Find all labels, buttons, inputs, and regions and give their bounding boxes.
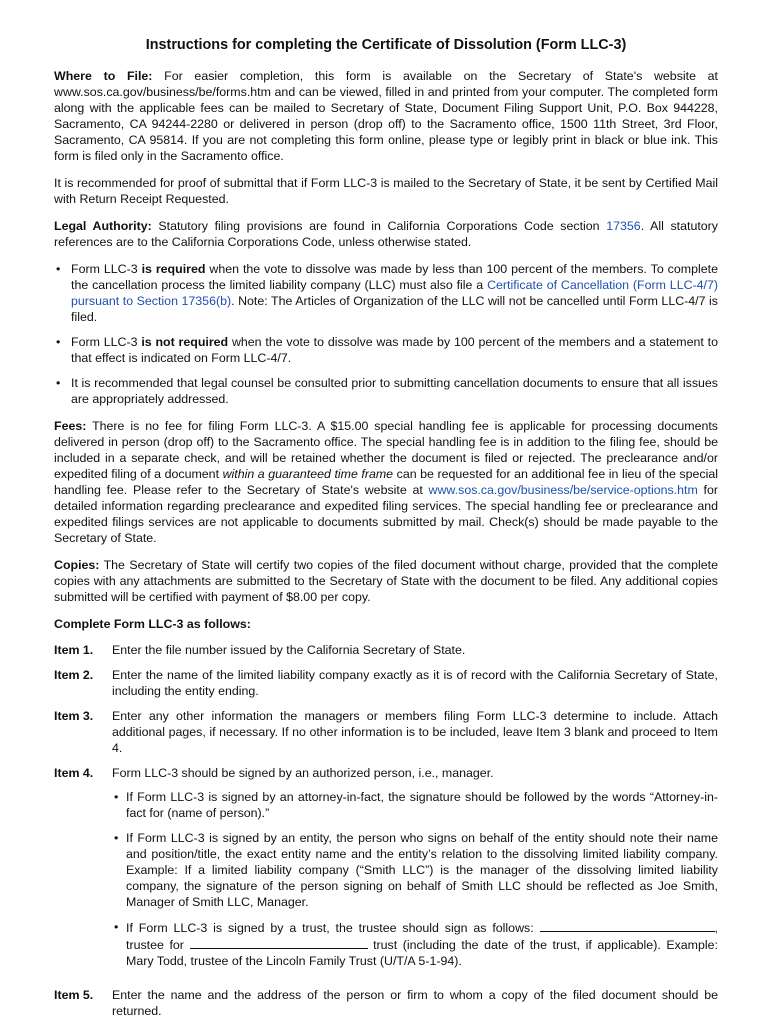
item-text: Enter the name and the address of the person or firm to whom a copy of the filed document should be returned. [112, 988, 718, 1018]
copies-paragraph: Copies: The Secretary of State will certify two copies of the filed document without charge, provided that the complete copies with any attachments are submitted to the Secretary of State with the document to be filed. Any additional copies submitted will be certified with payment of $8.00 per copy. [54, 558, 718, 604]
section-17356-link[interactable]: 17356 [606, 219, 641, 233]
item-label: Item 3. [54, 709, 94, 723]
page-title: Instructions for completing the Certificate of Dissolution (Form LLC-3) [145, 37, 627, 53]
bullet-legal-counsel: • It is recommended that legal counsel be consulted prior to submitting cancellation documents to ensure that all issues are appropriately addressed. [54, 375, 718, 407]
item-3 [54, 708, 718, 756]
is-not-required-emphasis: is not required [141, 335, 229, 349]
item-4 [54, 765, 718, 978]
trustee-name-blank [540, 919, 715, 932]
fees-label: Fees: [54, 419, 87, 433]
legal-authority-paragraph [54, 218, 718, 250]
where-to-file-paragraph [54, 68, 718, 164]
item-2 [54, 667, 718, 699]
item-text: Enter the file number issued by the California Secretary of State. [112, 643, 466, 657]
requirement-bullet-list [54, 261, 718, 407]
fees-paragraph: Fees: There is no fee for filing Form LLC-3. A $15.00 special handling fee is applicable for processing documents delivered in person (drop off) to the Sacramento office. The special handling fee is in addition to the filing fee, should be included in a separate check, and will be retained whether the document is filed or rejected. The preclearance and/or expedited filing of a document within a guaranteed time frame can be requested for an additional fee in lieu of the special handling fee. Please refer to the Secretary of State's website at www.sos.ca.gov/business/be/service-options.htm for detailed information regarding preclearance and expedited filing services. The special handling fee or preclearance and expedited filings services are not applicable to documents submitted by mail. Check(s) should be made payable to the Secretary of State. [54, 419, 718, 545]
legal-authority-label: Legal Authority: [54, 219, 152, 233]
item-text: Form LLC-3 should be signed by an authorized person, i.e., manager. [112, 766, 494, 780]
where-to-file-label: Where to File: [54, 69, 153, 83]
item-label: Item 5. [54, 988, 94, 1002]
where-to-file-text: For easier completion, this form is available on the Secretary of State's website at www.sos.ca.gov/business/be/forms.htm and can be viewed, filled in and printed from your computer. The completed form along with the applicable fees can be mailed to Secretary of State, Document Filing Support Unit, P.O. Box 944228, Sacramento, CA 94244-2280 or delivered in person (drop off) to the Sacramento office, 1500 11th Street, 3rd Floor, Sacramento, CA 95814. If you are not completing this form online, please type or legibly print in black or blue ink. This form is filed only in the Sacramento office. [54, 69, 718, 163]
complete-form-heading: Complete Form LLC-3 as follows: [54, 617, 251, 631]
service-options-link[interactable]: www.sos.ca.gov/business/be/service-options.htm [428, 483, 698, 497]
guaranteed-time-frame-emphasis: within a guaranteed time frame [222, 467, 394, 481]
is-required-emphasis: is required [141, 262, 206, 276]
signature-bullet-list [112, 789, 718, 969]
entity-signer-bullet: • If Form LLC-3 is signed by an entity, the person who signs on behalf of the entity should note their name and position/title, the exact entity name and the entity’s relation to the dissolving limited liability company. Example: If a limited liability company (“Smith LLC”) is the manager of the dissolving limited liability company, the signature of the person signing on behalf of Smith LLC should be reflected as Joe Smith, Manager of Smith LLC, Manager. [112, 830, 718, 910]
copies-label: Copies: [54, 558, 100, 572]
item-label: Item 2. [54, 668, 94, 682]
item-text: Enter the name of the limited liability company exactly as it is of record with the California Secretary of State, including the entity ending. [112, 668, 718, 698]
certified-mail-paragraph: It is recommended for proof of submittal that if Form LLC-3 is mailed to the Secretary of State, it be sent by Certified Mail with Return Receipt Requested. [54, 176, 718, 206]
bullet-not-required: • Form LLC-3 is not required when the vote to dissolve was made by 100 percent of the members and a statement to that effect is indicated on Form LLC-4/7. [54, 334, 718, 366]
item-label: Item 1. [54, 643, 94, 657]
legal-authority-text-after: . All statutory references are to the California Corporations Code, unless otherwise stated. [54, 219, 718, 249]
item-5 [54, 987, 718, 1019]
trust-name-blank [190, 936, 368, 949]
item-1 [54, 642, 718, 658]
item-label: Item 4. [54, 766, 94, 780]
attorney-in-fact-bullet: • If Form LLC-3 is signed by an attorney-in-fact, the signature should be followed by the words “Attorney-in-fact for (name of person).” [112, 789, 718, 821]
legal-authority-text: Statutory filing provisions are found in California Corporations Code section [158, 219, 600, 233]
certificate-of-cancellation-link[interactable]: Certificate of Cancellation (Form LLC-4/7) pursuant to Section 17356(b) [71, 278, 719, 308]
bullet-required: • Form LLC-3 is required when the vote to dissolve was made by less than 100 percent of the members. To complete the cancellation process the limited liability company (LLC) must also file a Certificate of Cancellation (Form LLC-4/7) pursuant to Section 17356(b). Note: The Articles of Organization of the LLC will not be cancelled until Form LLC-4/7 is filed. [54, 261, 718, 325]
trust-signer-bullet: • If Form LLC-3 is signed by a trust, the trustee should sign as follows: , trustee for trust (including the date of the trust, if applicable). Example: Mary Todd, trustee of the Lincoln Family Trust (U/T/A 5-1-94). [112, 919, 718, 969]
item-text: Enter any other information the managers or members filing Form LLC-3 determine to include. Attach additional pages, if necessary. If no other information is to be included, leave Item 3 blank and proceed to Item 4. [112, 709, 718, 755]
